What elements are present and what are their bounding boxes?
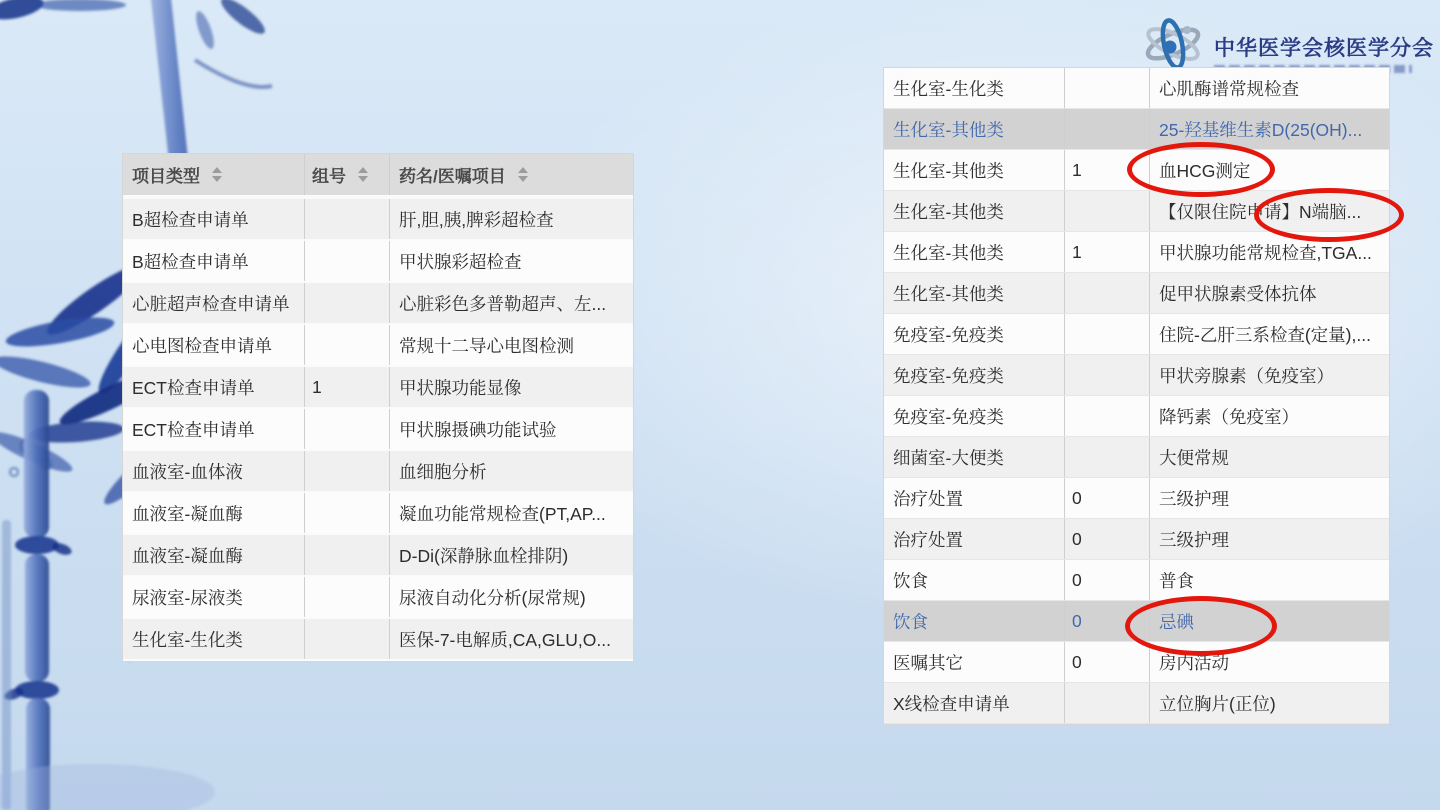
table-row[interactable]: [884, 273, 1389, 314]
cell-group: [304, 619, 389, 659]
cell-item: 住院-乙肝三系检查(定量),...: [1149, 314, 1389, 354]
sort-arrows-icon[interactable]: [212, 167, 222, 182]
cell-item: 甲状腺彩超检查: [389, 241, 633, 281]
cell-item: 三级护理: [1149, 519, 1389, 559]
table-row[interactable]: [884, 478, 1389, 519]
table-row[interactable]: [123, 241, 633, 283]
cell-item: 【仅限住院申请】N端脑...: [1149, 191, 1389, 231]
cell-item: 心脏彩色多普勒超声、左...: [389, 283, 633, 323]
cell-type: 免疫室-免疫类: [893, 324, 1004, 345]
table-row[interactable]: [123, 199, 633, 241]
cell-group: [1064, 355, 1149, 395]
orders-table-left: [122, 153, 634, 662]
cell-item: 尿液自动化分析(尿常规): [389, 577, 633, 617]
cell-type: ECT检查申请单: [132, 419, 255, 440]
column-header-drug-order-item[interactable]: [389, 154, 633, 195]
cell-group: 0: [1064, 642, 1149, 682]
cell-group: [304, 241, 389, 281]
cell-group: 0: [1064, 601, 1149, 641]
table-row[interactable]: [123, 451, 633, 493]
cell-type: B超检查申请单: [132, 209, 249, 230]
cell-item: 大便常规: [1149, 437, 1389, 477]
table-row[interactable]: [123, 325, 633, 367]
cell-type: 免疫室-免疫类: [893, 365, 1004, 386]
cell-item: 肝,胆,胰,脾彩超检查: [389, 199, 633, 239]
column-header-label: 药名/医嘱项目: [399, 167, 506, 186]
cell-type: 医嘱其它: [893, 652, 963, 673]
cell-item: 甲状腺摄碘功能试验: [389, 409, 633, 449]
cell-item: 忌碘: [1149, 601, 1389, 641]
cell-group: [1064, 683, 1149, 723]
cell-type: 血液室-凝血酶: [132, 545, 243, 566]
logo: [1141, 18, 1434, 73]
left-table-body: [123, 199, 633, 661]
column-header-label: 项目类型: [132, 167, 200, 186]
table-row[interactable]: [123, 409, 633, 451]
table-row[interactable]: [884, 314, 1389, 355]
table-row[interactable]: [884, 683, 1389, 724]
cell-item: 血细胞分析: [389, 451, 633, 491]
table-row[interactable]: [884, 355, 1389, 396]
table-row[interactable]: [884, 519, 1389, 560]
cell-group: 1: [304, 367, 389, 407]
cell-group: 1: [1064, 150, 1149, 190]
cell-group: 1: [1064, 232, 1149, 272]
logo-title: 中华医学会核医学分会: [1214, 37, 1434, 60]
cell-item: 甲状腺功能常规检查,TGA...: [1149, 232, 1389, 272]
table-row[interactable]: [123, 367, 633, 409]
cell-item: 三级护理: [1149, 478, 1389, 518]
cell-type: 生化室-生化类: [893, 78, 1004, 99]
cell-type: 生化室-其他类: [893, 119, 1004, 140]
cell-type: 心电图检查申请单: [132, 335, 272, 356]
cell-item: 立位胸片(正位): [1149, 683, 1389, 723]
red-circle-annotation-hcg: [1127, 142, 1275, 197]
cell-item: 凝血功能常规检查(PT,AP...: [389, 493, 633, 533]
sort-arrows-icon[interactable]: [358, 167, 368, 182]
cell-item: 房内活动: [1149, 642, 1389, 682]
column-header-group-no[interactable]: [304, 154, 389, 195]
cell-type: 血液室-凝血酶: [132, 503, 243, 524]
cell-group: [1064, 437, 1149, 477]
cell-type: X线检查申请单: [893, 693, 1010, 714]
table-row[interactable]: [884, 642, 1389, 683]
cell-type: 生化室-生化类: [132, 629, 243, 650]
cell-item: 甲状腺功能显像: [389, 367, 633, 407]
cell-type: 血液室-血体液: [132, 461, 243, 482]
cell-group: [304, 199, 389, 239]
cell-group: [304, 409, 389, 449]
cell-type: 免疫室-免疫类: [893, 406, 1004, 427]
cell-group: [1064, 109, 1149, 149]
cell-item: 心肌酶谱常规检查: [1149, 68, 1389, 108]
cell-group: [304, 325, 389, 365]
cell-group: [1064, 191, 1149, 231]
cell-item: 普食: [1149, 560, 1389, 600]
red-circle-annotation-nt-probnp: [1254, 188, 1404, 242]
cell-type: 治疗处置: [893, 529, 963, 550]
table-row[interactable]: [123, 577, 633, 619]
cell-group: [304, 283, 389, 323]
cell-type: B超检查申请单: [132, 251, 249, 272]
cell-item: 医保-7-电解质,CA,GLU,O...: [389, 619, 633, 659]
cell-item: 甲状旁腺素（免疫室）: [1149, 355, 1389, 395]
cell-item: D-Di(深静脉血栓排阴): [389, 535, 633, 575]
table-row[interactable]: [123, 493, 633, 535]
cell-type: 治疗处置: [893, 488, 963, 509]
cell-type: 细菌室-大便类: [893, 447, 1004, 468]
cell-type: 生化室-其他类: [893, 242, 1004, 263]
cell-type: 生化室-其他类: [893, 160, 1004, 181]
cell-group: [304, 577, 389, 617]
cell-item: 血HCG测定: [1149, 150, 1389, 190]
cell-group: 0: [1064, 478, 1149, 518]
cell-item: 促甲状腺素受体抗体: [1149, 273, 1389, 313]
table-row[interactable]: [123, 619, 633, 661]
cell-type: 生化室-其他类: [893, 283, 1004, 304]
cell-group: [1064, 314, 1149, 354]
cell-group: 0: [1064, 560, 1149, 600]
red-circle-annotation-iodine-diet: [1125, 596, 1277, 656]
cell-type: ECT检查申请单: [132, 377, 255, 398]
cell-group: [1064, 68, 1149, 108]
table-row[interactable]: [884, 68, 1389, 109]
column-header-item-type[interactable]: [123, 154, 304, 195]
cell-group: [304, 535, 389, 575]
cell-item: 降钙素（免疫室）: [1149, 396, 1389, 436]
cell-type: 生化室-其他类: [893, 201, 1004, 222]
cell-group: [304, 451, 389, 491]
cell-type: 尿液室-尿液类: [132, 587, 243, 608]
table-row[interactable]: [123, 283, 633, 325]
cell-type: 饮食: [893, 611, 928, 632]
cell-type: 饮食: [893, 570, 928, 591]
table-row[interactable]: [123, 535, 633, 577]
left-table-header: [123, 154, 633, 199]
column-header-label: 组号: [312, 167, 346, 186]
cell-group: [1064, 273, 1149, 313]
cell-group: 0: [1064, 519, 1149, 559]
cell-item: 25-羟基维生素D(25(OH)...: [1149, 109, 1389, 149]
table-row[interactable]: [884, 109, 1389, 150]
table-row[interactable]: [884, 396, 1389, 437]
cell-type: 心脏超声检查申请单: [132, 293, 290, 314]
table-row[interactable]: [884, 560, 1389, 601]
cell-group: [1064, 396, 1149, 436]
atom-logo-icon: [1141, 18, 1205, 68]
cell-item: 常规十二导心电图检测: [389, 325, 633, 365]
cell-group: [304, 493, 389, 533]
table-row[interactable]: [884, 437, 1389, 478]
sort-arrows-icon[interactable]: [518, 167, 528, 182]
